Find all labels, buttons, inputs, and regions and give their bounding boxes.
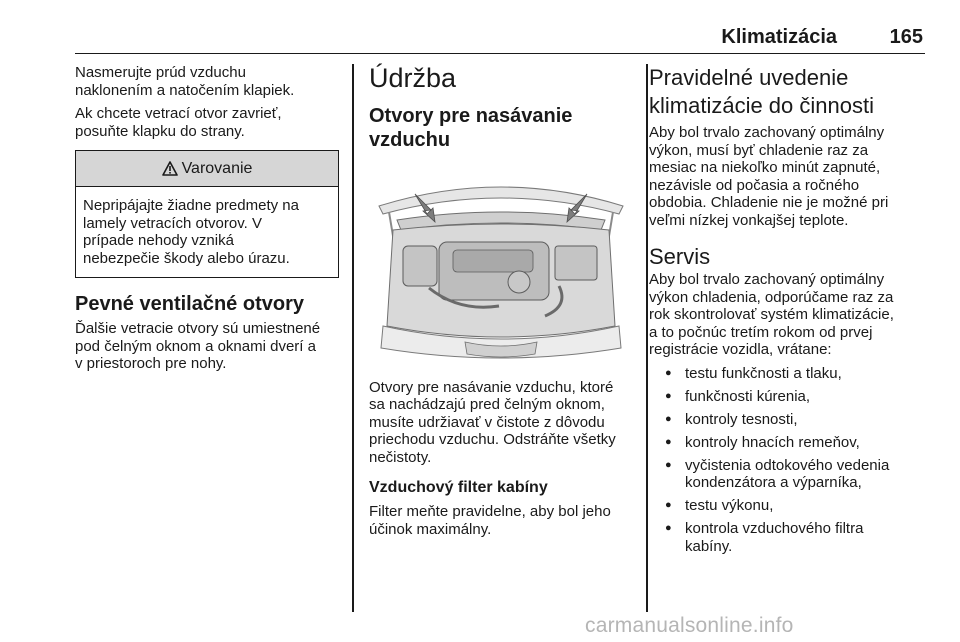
service-text: Aby bol trvalo zachovaný optimálny výkon chladenia, odporúčame raz za rok skontrolovať systém klimatizácie, a to počnúc tretím rokom od prvej registrácie vozidla, vrátane: [649, 271, 894, 358]
page-header [75, 20, 925, 54]
list-item: ● kontroly hnacích remeňov, [649, 434, 929, 452]
list-item: ● vyčistenia odtokového vedenia kondenzátora a výparníka, [649, 457, 929, 492]
page-number: 165 [889, 26, 923, 48]
column-3 [649, 64, 929, 561]
column-divider-2 [646, 64, 648, 612]
column-2 [369, 64, 633, 544]
list-item: ● kontrola vzduchového filtra kabíny. [649, 520, 929, 555]
service-heading: Servis [649, 244, 711, 269]
fixed-vents-heading: Pevné ventilačné otvory [75, 293, 304, 315]
vent-close-text: Ak chcete vetrací otvor zavrieť, posuňte klapku do strany. [75, 105, 282, 140]
air-intake-text: Otvory pre nasávanie vzduchu, ktoré sa nachádzajú pred čelným oknom, musíte udržiavať v čistote z dôvodu priechodu vzduchu. Odstráňte všetky nečistoty. [369, 378, 616, 466]
maintenance-heading: Údržba [369, 63, 457, 93]
cabin-filter-text: Filter meňte pravidelne, aby bol jeho účinok maximálny. [369, 503, 611, 538]
list-item: ● testu funkčnosti a tlaku, [649, 365, 929, 383]
vent-direction-text: Nasmerujte prúd vzduchu naklonením a natočením klapiek. [75, 64, 295, 99]
air-intake-heading: Otvory pre nasávanie vzduchu [369, 105, 573, 151]
cabin-filter-heading: Vzduchový filter kabíny [369, 479, 548, 496]
watermark: carmanualsonline.info [585, 614, 794, 637]
warning-title: Varovanie [181, 159, 253, 177]
warning-text: Nepripájajte žiadne predmety na lamely vetracích otvorov. V prípade nehody vzniká nebezpečie škody alebo úrazu. [83, 197, 299, 267]
list-item: ● kontroly tesnosti, [649, 411, 929, 429]
column-divider-1 [352, 64, 354, 612]
regular-operation-heading: Pravidelné uvedenie klimatizácie do činnosti [649, 65, 874, 118]
list-item: ● testu výkonu, [649, 497, 929, 515]
service-checklist [649, 365, 929, 556]
warning-triangle-icon [162, 161, 178, 176]
list-item: ● funkčnosti kúrenia, [649, 388, 929, 406]
warning-box [75, 150, 339, 278]
column-1 [75, 64, 343, 379]
engine-compartment-illustration [369, 176, 633, 364]
section-title: Klimatizácia [721, 26, 837, 48]
fixed-vents-text: Ďalšie vetracie otvory sú umiestnené pod čelným oknom a oknami dverí a v priestoroch pre nohy. [75, 320, 321, 372]
regular-operation-text: Aby bol trvalo zachovaný optimálny výkon, musí byť chladenie raz za mesiac na niekoľko minút zapnuté, nezávisle od počasia a ročného obdobia. Chladenie nie je možné pri veľmi nízkej vonkajšej teplote. [649, 124, 889, 229]
warning-title-bar [76, 151, 338, 187]
